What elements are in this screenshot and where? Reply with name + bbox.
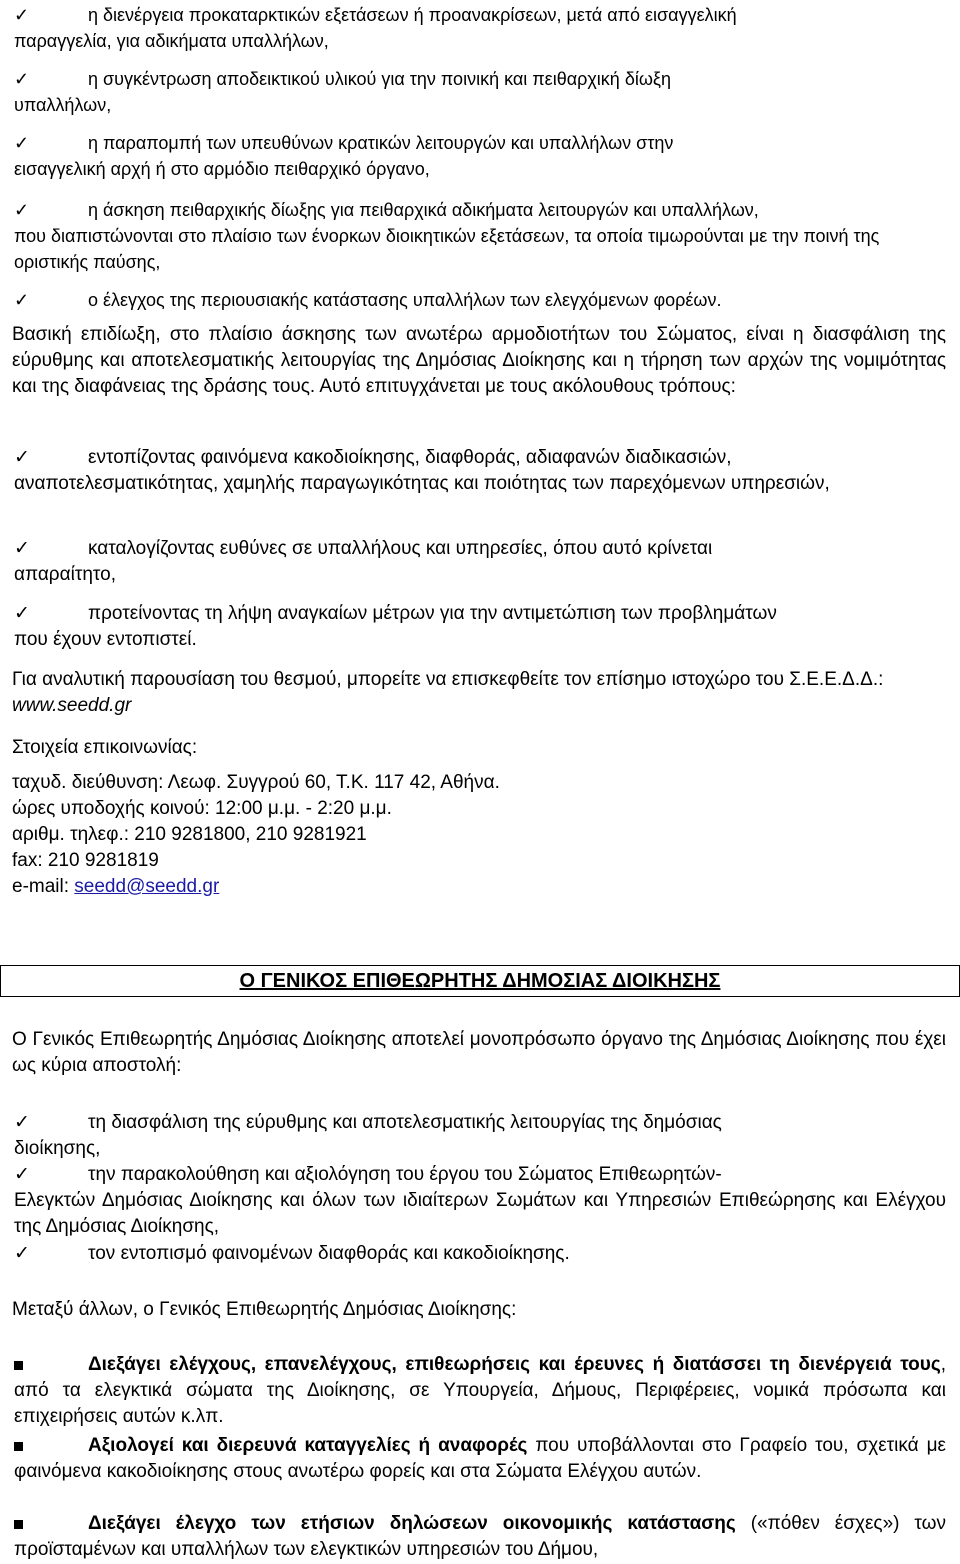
paragraph-website: Για αναλυτική παρουσίαση του θεσμού, μπορείτε να επισκεφθείτε τον επίσημο ιστοχώρο του Σ.Ε.Ε.Δ.Δ.: www.seedd.gr	[12, 669, 884, 716]
section-banner	[0, 965, 960, 997]
paragraph-general-inspector: Ο Γενικός Επιθεωρητής Δημόσιας Διοίκησης αποτελεί μονοπρόσωπο όργανο της Δημόσιας Διοίκησης που έχει ως κύρια αποστολή:	[12, 1029, 946, 1076]
checkmark-icon: ✓	[14, 5, 30, 25]
contact-address: ταχυδ. διεύθυνση: Λεωφ. Συγγρού 60, Τ.Κ. 117 42, Αθήνα.	[12, 772, 500, 793]
square-bullet-icon	[14, 1361, 23, 1370]
list-item: Αξιολογεί και διερευνά καταγγελίες ή αναφορές που υποβάλλονται στο Γραφείο του, σχετικά με φαινόμενα κακοδιοίκησης στους ανωτέρω φορείς και στα Σώματα Ελέγχου αυτών.	[14, 1435, 946, 1482]
contact-heading: Στοιχεία επικοινωνίας:	[12, 737, 198, 758]
checkmark-icon: ✓	[14, 200, 30, 220]
paragraph-main: Βασική επιδίωξη, στο πλαίσιο άσκησης των ανωτέρω αρμοδιοτήτων του Σώματος, είναι η διασφάλιση της εύρυθμης και αποτελεσματικής λειτουργίας της Δημόσιας Διοίκησης και η τήρηση των αρχών της νομιμότητας και της διαφάνειας της δράσης τους. Αυτό επιτυγχάνεται με τους ακόλουθους τρόπους:	[12, 324, 946, 397]
contact-block	[12, 770, 946, 900]
checkmark-icon: ✓	[14, 1243, 30, 1264]
paragraph-among-others: Μεταξύ άλλων, ο Γενικός Επιθεωρητής Δημόσιας Διοίκησης:	[12, 1299, 517, 1320]
contact-phone: αριθμ. τηλεφ.: 210 9281800, 210 9281921	[12, 824, 367, 845]
list-item: ✓ εντοπίζοντας φαινόμενα κακοδιοίκησης, διαφθοράς, αδιαφανών διαδικασιών, αναποτελεσματικότητας, χαμηλής παραγωγικότητας και ποιότητας των παρεχόμενων υπηρεσιών,	[14, 447, 830, 494]
list-item: ✓ προτείνοντας τη λήψη αναγκαίων μέτρων για την αντιμετώπιση των προβλημάτων που έχουν εντοπιστεί.	[14, 603, 777, 650]
contact-hours: ώρες υποδοχής κοινού: 12:00 μ.μ. - 2:20 μ.μ.	[12, 798, 392, 819]
list-item: ✓ η παραπομπή των υπευθύνων κρατικών λειτουργών και υπαλλήλων στην εισαγγελική αρχή ή στο αρμόδιο πειθαρχικό όργανο,	[14, 130, 946, 182]
checkmark-icon: ✓	[14, 447, 30, 468]
list-item: ✓ τη διασφάλιση της εύρυθμης και αποτελεσματικής λειτουργίας της δημόσιας διοίκησης,	[14, 1112, 722, 1159]
checkmark-icon: ✓	[14, 538, 30, 559]
list-item: ✓ τον εντοπισμό φαινομένων διαφθοράς και κακοδιοίκησης.	[14, 1241, 946, 1267]
checkmark-icon: ✓	[14, 1112, 30, 1133]
list-item: Διεξάγει ελέγχους, επανελέγχους, επιθεωρήσεις και έρευνες ή διατάσσει τη διενέργειά τους, από τα ελεγκτικά σώματα της Διοίκησης, σε Υπουργεία, Δήμους, Περιφέρειες, νομικά πρόσωπα και επιχειρήσεις αυτών κ.λπ.	[14, 1354, 946, 1427]
list-item: ✓ ο έλεγχος της περιουσιακής κατάστασης υπαλλήλων των ελεγχόμενων φορέων.	[14, 287, 946, 313]
checkmark-icon: ✓	[14, 133, 30, 153]
list-item: ✓ η συγκέντρωση αποδεικτικού υλικού για την ποινική και πειθαρχική δίωξη υπαλλήλων,	[14, 66, 946, 118]
list-item: ✓ η διενέργεια προκαταρκτικών εξετάσεων ή προανακρίσεων, μετά από εισαγγελική παραγγελία, για αδικήματα υπαλλήλων,	[14, 2, 946, 54]
list-item: ✓ η άσκηση πειθαρχικής δίωξης για πειθαρχικά αδικήματα λειτουργών και υπαλλήλων, που διαπιστώνονται στο πλαίσιο των ένορκων διοικητικών εξετάσεων, τα οποία τιμωρούνται με την ποινή της οριστικής παύσης,	[14, 197, 946, 275]
square-bullet-icon	[14, 1520, 23, 1529]
website-link[interactable]: www.seedd.gr	[12, 695, 132, 716]
checkmark-icon: ✓	[14, 603, 30, 624]
list-item: ✓ καταλογίζοντας ευθύνες σε υπαλλήλους και υπηρεσίες, όπου αυτό κρίνεται απαραίτητο,	[14, 538, 713, 585]
contact-email-row: e-mail: seedd@seedd.gr	[12, 876, 220, 897]
email-link[interactable]: seedd@seedd.gr	[74, 876, 220, 897]
list-item: Διεξάγει έλεγχο των ετήσιων δηλώσεων οικονομικής κατάστασης («πόθεν έσχες») των προϊσταμένων και υπαλλήλων των ελεγκτικών υπηρεσιών του Δήμου,	[14, 1513, 946, 1560]
contact-fax: fax: 210 9281819	[12, 850, 159, 871]
banner-title: Ο ΓΕΝΙΚΟΣ ΕΠΙΘΕΩΡΗΤΗΣ ΔΗΜΟΣΙΑΣ ΔΙΟΙΚΗΣΗΣ	[239, 970, 721, 992]
checkmark-icon: ✓	[14, 1164, 30, 1185]
list-item: ✓ την παρακολούθηση και αξιολόγηση του έργου του Σώματος Επιθεωρητών- Ελεγκτών Δημόσιας Διοίκησης και όλων των ιδιαίτερων Σωμάτων και Υπηρεσιών Επιθεώρησης και Ελέγχου της Δημόσιας Διοίκησης,	[14, 1164, 946, 1237]
checkmark-icon: ✓	[14, 69, 30, 89]
checkmark-icon: ✓	[14, 290, 30, 310]
square-bullet-icon	[14, 1442, 23, 1451]
